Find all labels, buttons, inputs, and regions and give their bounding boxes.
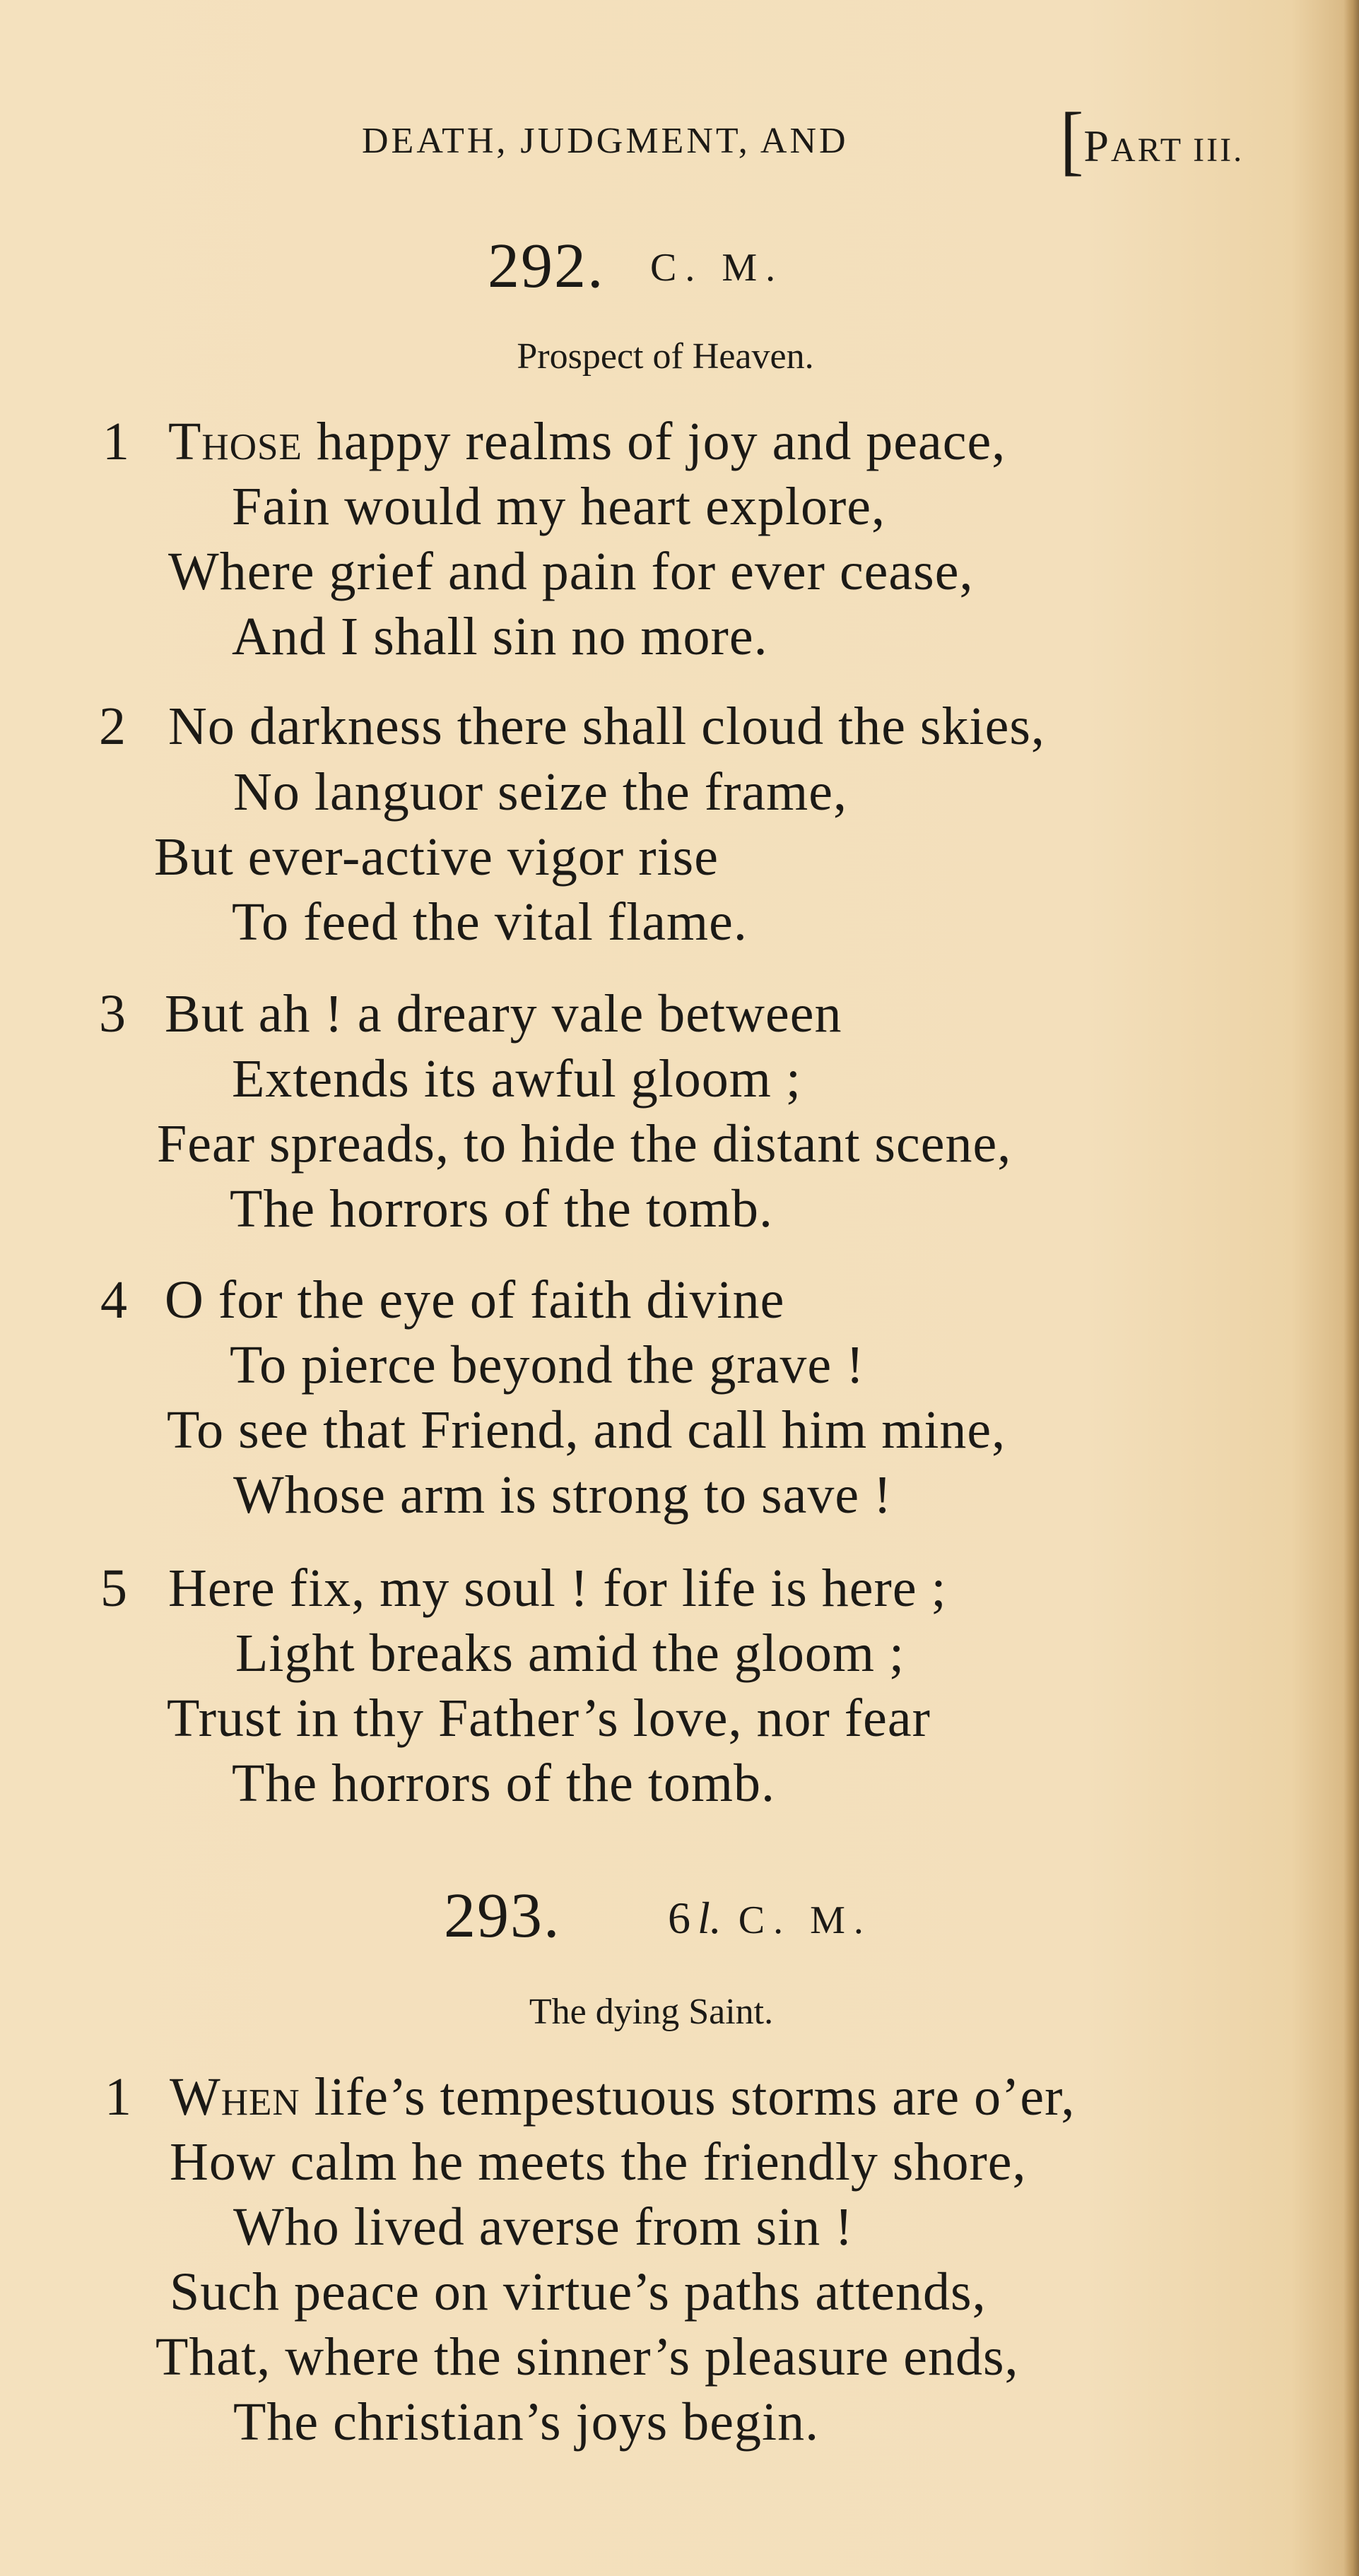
hymn-meter-group xyxy=(668,1892,872,1944)
stanza-number: 1 xyxy=(105,2067,131,2127)
verse-line: To feed the vital flame. xyxy=(232,892,748,952)
stanza-number: 1 xyxy=(102,412,129,471)
verse-line xyxy=(170,2067,1075,2128)
first-word: When xyxy=(170,2067,300,2127)
verse-line: Light breaks amid the gloom ; xyxy=(235,1624,905,1683)
line-rest: happy realms of joy and peace, xyxy=(302,412,1006,471)
verse-line: How calm he meets the friendly shore, xyxy=(170,2132,1027,2192)
stanza-number: 5 xyxy=(100,1559,127,1618)
verse-line: O for the eye of faith divine xyxy=(165,1270,785,1330)
meter-prefix: 6 xyxy=(668,1893,690,1943)
verse-line: But ever-active vigor rise xyxy=(154,827,719,887)
verse-line: The horrors of the tomb. xyxy=(230,1179,774,1239)
part-text xyxy=(1083,120,1244,172)
part-initial: P xyxy=(1083,121,1111,171)
part-rest: ART III. xyxy=(1110,131,1245,169)
running-header xyxy=(0,96,1359,205)
first-word: Those xyxy=(168,412,302,471)
verse-line: The horrors of the tomb. xyxy=(232,1754,776,1813)
verse-line: Fain would my heart explore, xyxy=(232,477,886,536)
page-edge xyxy=(1343,0,1359,2576)
part-bracket: [ xyxy=(1060,96,1084,183)
verse-line xyxy=(168,411,1006,473)
stanza-number: 4 xyxy=(100,1270,127,1330)
hymn-number: 292. xyxy=(488,231,605,301)
hymn-meter: C. M. xyxy=(738,1898,872,1942)
line-rest: life’s tempestuous storms are o’er, xyxy=(300,2067,1076,2127)
verse-line: Who lived averse from sin ! xyxy=(233,2197,854,2257)
stanza-number: 3 xyxy=(99,984,126,1044)
verse-line: Where grief and pain for ever cease, xyxy=(168,542,974,601)
hymn-292-title: Prospect of Heaven. xyxy=(517,336,814,377)
verse-line: And I shall sin no more. xyxy=(232,607,768,666)
verse-line: No languor seize the frame, xyxy=(233,762,847,822)
verse-line: That, where the sinner’s pleasure ends, xyxy=(155,2327,1019,2387)
part-label xyxy=(1060,96,1245,183)
verse-line: To see that Friend, and call him mine, xyxy=(167,1400,1006,1460)
verse-line: Extends its awful gloom ; xyxy=(232,1049,802,1109)
hymn-meter: C. M. xyxy=(650,246,784,290)
hymn-number: 293. xyxy=(444,1881,561,1951)
verse-line: Trust in thy Father’s love, nor fear xyxy=(167,1689,931,1748)
stanza-number: 2 xyxy=(99,697,126,756)
verse-line: The christian’s joys begin. xyxy=(233,2392,820,2452)
running-head-title: DEATH, JUDGMENT, AND xyxy=(362,121,849,161)
verse-line: But ah ! a dreary vale between xyxy=(165,984,842,1044)
verse-line: Here fix, my soul ! for life is here ; xyxy=(168,1559,947,1618)
meter-l: l. xyxy=(698,1893,722,1943)
verse-line: Fear spreads, to hide the distant scene, xyxy=(157,1114,1012,1174)
verse-line: Whose arm is strong to save ! xyxy=(233,1465,893,1525)
verse-line: No darkness there shall cloud the skies, xyxy=(168,697,1045,756)
verse-line: Such peace on virtue’s paths attends, xyxy=(170,2262,987,2322)
hymn-293-title: The dying Saint. xyxy=(529,1992,774,2032)
verse-line: To pierce beyond the grave ! xyxy=(230,1335,865,1395)
